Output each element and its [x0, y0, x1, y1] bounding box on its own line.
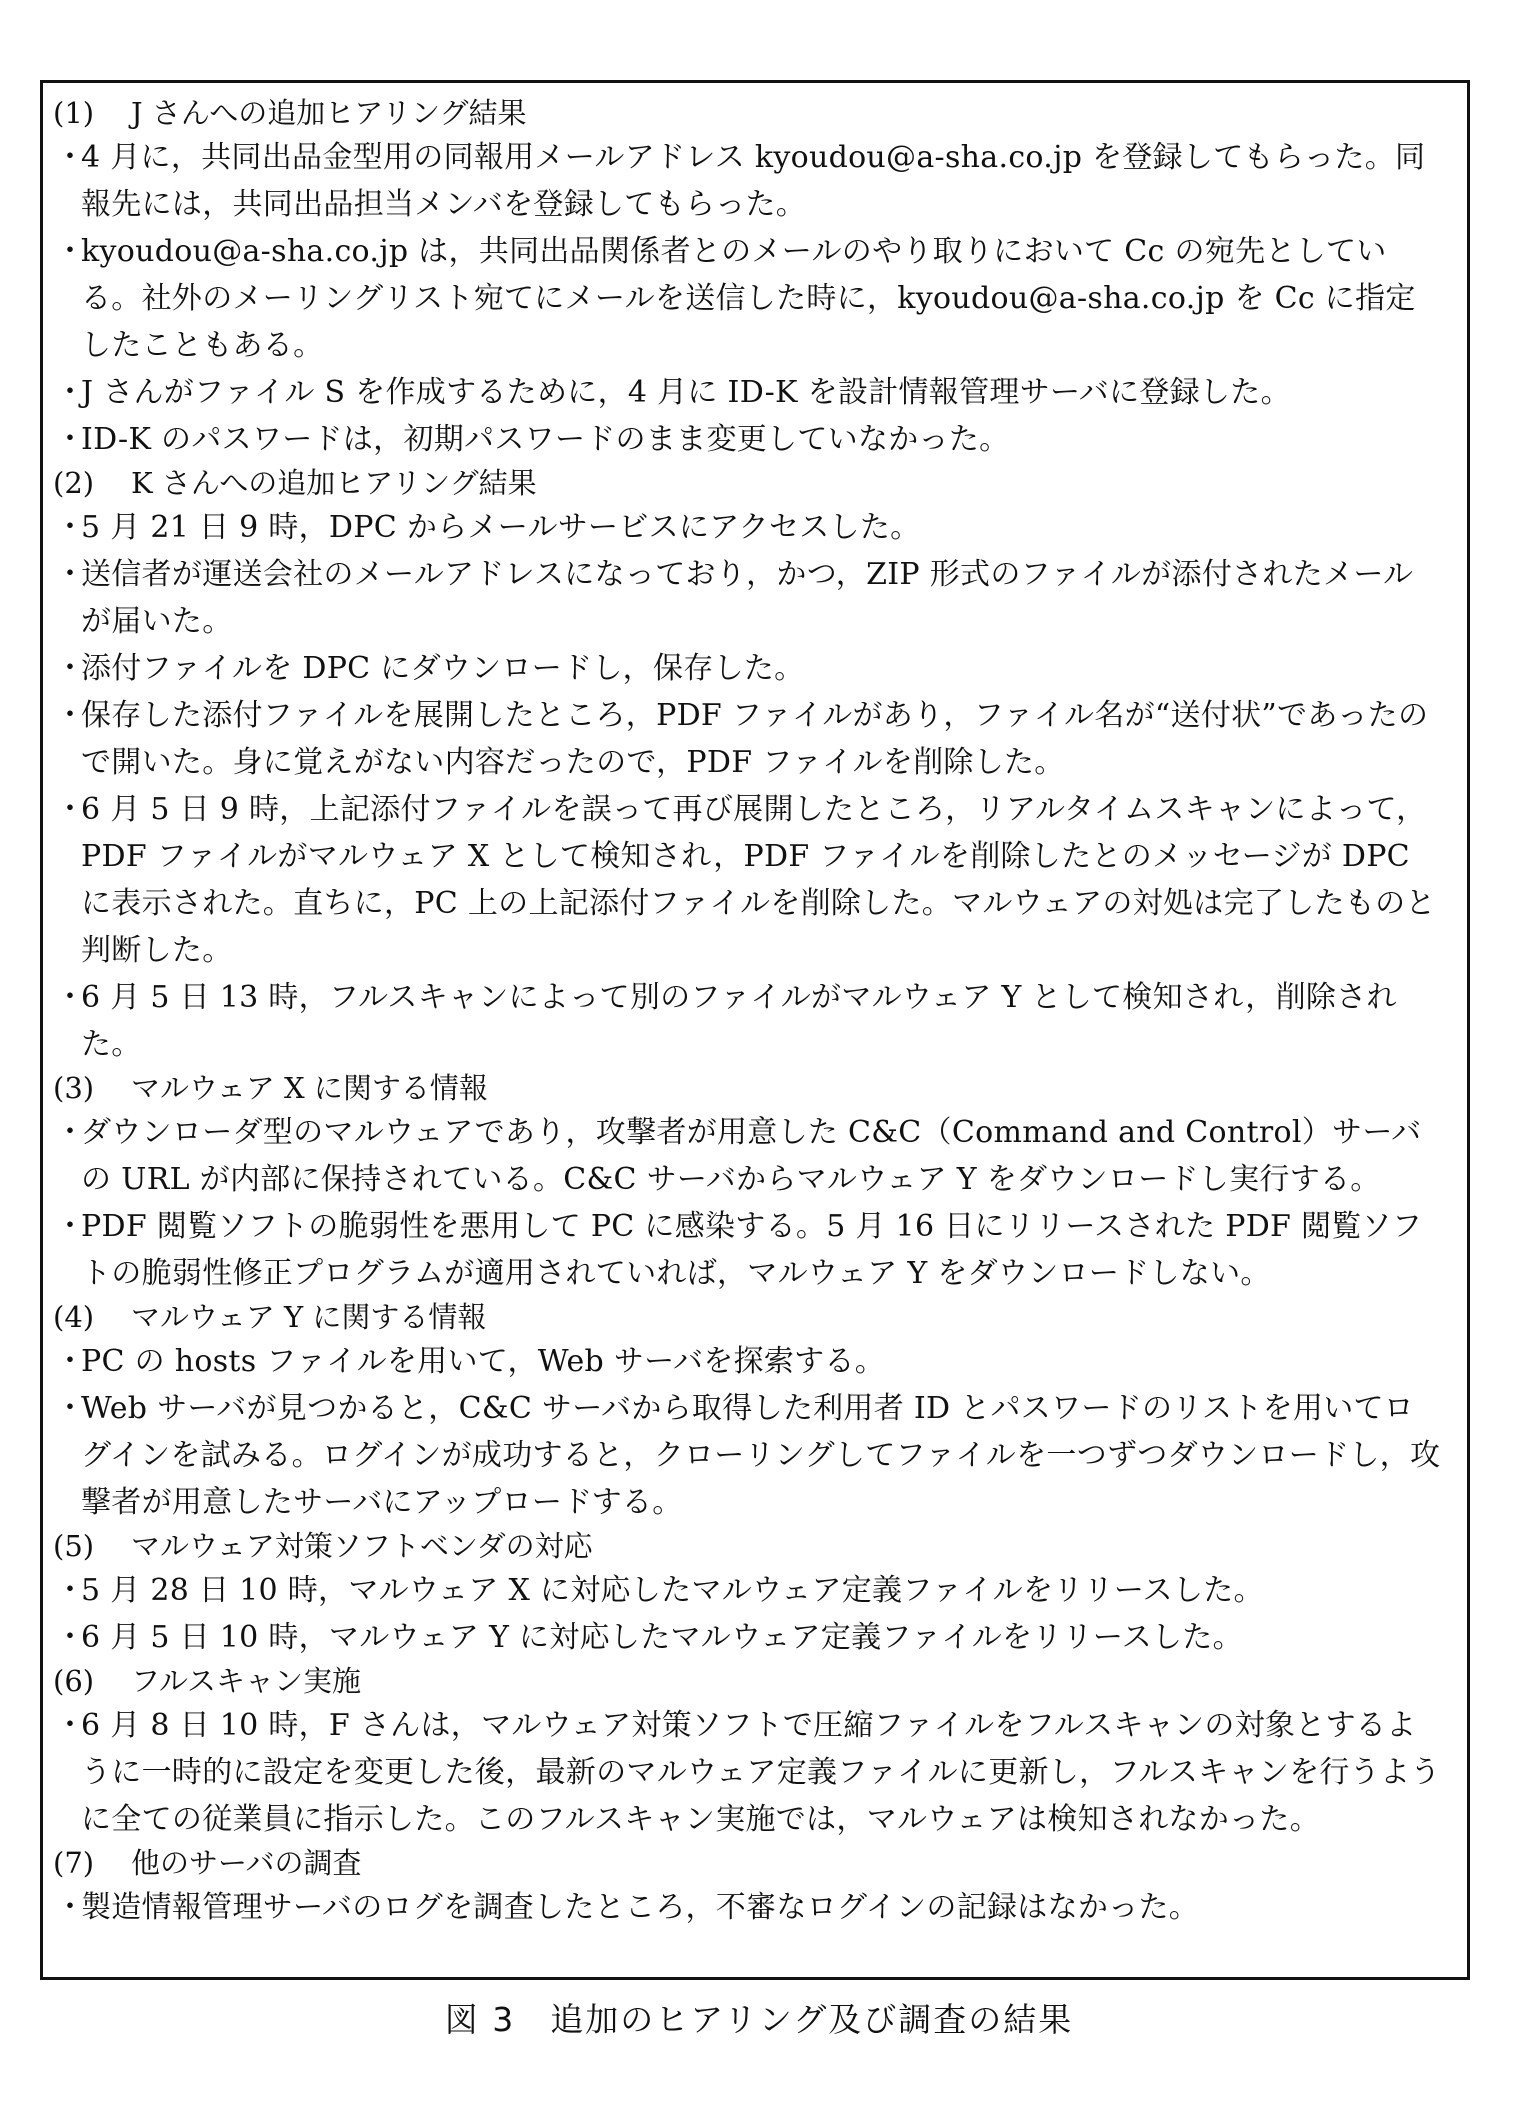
list-item — [53, 1614, 1441, 1661]
bullet-icon: ・ — [55, 1344, 86, 1379]
list-item — [53, 504, 1441, 551]
list-item — [53, 974, 1441, 1068]
list-item — [53, 786, 1441, 974]
bullet-icon: ・ — [55, 557, 86, 592]
section-heading — [53, 463, 1441, 504]
bullet-icon: ・ — [55, 140, 86, 175]
section-heading — [53, 1526, 1441, 1567]
item-text: 6 月 5 日 13 時，フルスキャンによって別のファイルがマルウェア Y として検知され，削除された。 — [81, 980, 1397, 1062]
section-title: J さんへの追加ヒアリング結果 — [131, 96, 527, 130]
bullet-icon: ・ — [55, 234, 86, 269]
section-6 — [53, 1661, 1441, 1843]
list-item — [53, 1884, 1441, 1931]
list-item — [53, 1203, 1441, 1297]
bullet-icon: ・ — [55, 510, 86, 545]
list-item — [53, 551, 1441, 645]
item-text: 6 月 5 日 10 時，マルウェア Y に対応したマルウェア定義ファイルをリリースした。 — [81, 1620, 1243, 1655]
item-text: 6 月 5 日 9 時，上記添付ファイルを誤って再び展開したところ，リアルタイムスキャンによって，PDF ファイルがマルウェア X として検知され，PDF ファイルを削除したとのメッセージが DPC に表示された。直ちに，PC 上の上記添付ファイルを削除した。マルウェアの対処は完了したものと判断した。 — [81, 792, 1436, 968]
bullet-icon: ・ — [55, 792, 86, 827]
list-item — [53, 228, 1441, 369]
bullet-icon: ・ — [55, 980, 86, 1015]
list-item — [53, 692, 1441, 786]
item-text: 6 月 8 日 10 時，F さんは，マルウェア対策ソフトで圧縮ファイルをフルスキャンの対象とするように一時的に設定を変更した後，最新のマルウェア定義ファイルに更新し，フルスキャンを行うように全ての従業員に指示した。このフルスキャン実施では，マルウェアは検知されなかった。 — [81, 1708, 1441, 1837]
section-title: フルスキャン実施 — [131, 1664, 361, 1698]
item-text: PDF 閲覧ソフトの脆弱性を悪用して PC に感染する。5 月 16 日にリリースされた PDF 閲覧ソフトの脆弱性修正プログラムが適用されていれば，マルウェア Y をダウンロードしない。 — [81, 1209, 1423, 1291]
list-item — [53, 1567, 1441, 1614]
item-text: 送信者が運送会社のメールアドレスになっており，かつ，ZIP 形式のファイルが添付されたメールが届いた。 — [81, 557, 1414, 639]
bullet-icon: ・ — [55, 1708, 86, 1743]
list-item — [53, 1109, 1441, 1203]
item-text: 5 月 21 日 9 時，DPC からメールサービスにアクセスした。 — [81, 510, 921, 545]
figure-caption: 図 3 追加のヒアリング及び調査の結果 — [444, 2000, 1074, 2039]
list-item — [53, 1385, 1441, 1526]
section-number: (2) — [53, 466, 95, 500]
section-heading — [53, 1068, 1441, 1109]
list-item — [53, 645, 1441, 692]
section-4 — [53, 1297, 1441, 1526]
section-number: (6) — [53, 1664, 95, 1698]
section-number: (3) — [53, 1071, 95, 1105]
item-text: 保存した添付ファイルを展開したところ，PDF ファイルがあり，ファイル名が“送付状”であったので開いた。身に覚えがない内容だったので，PDF ファイルを削除した。 — [81, 698, 1429, 780]
item-text: kyoudou@a-sha.co.jp は，共同出品関係者とのメールのやり取りにおいて Cc の宛先としている。社外のメーリングリスト宛てにメールを送信した時に，kyoudou@a-sha.co.jp を Cc に指定したこともある。 — [81, 234, 1416, 363]
section-5 — [53, 1526, 1441, 1661]
figure-box — [40, 80, 1470, 1980]
item-text: 5 月 28 日 10 時，マルウェア X に対応したマルウェア定義ファイルをリリースした。 — [81, 1573, 1264, 1608]
bullet-icon: ・ — [55, 1115, 86, 1150]
item-text: PC の hosts ファイルを用いて，Web サーバを探索する。 — [81, 1344, 886, 1379]
section-title: マルウェア Y に関する情報 — [131, 1300, 487, 1334]
section-number: (5) — [53, 1529, 95, 1563]
section-number: (1) — [53, 96, 95, 130]
section-heading — [53, 93, 1441, 134]
section-3 — [53, 1068, 1441, 1297]
bullet-icon: ・ — [55, 375, 86, 410]
section-heading — [53, 1297, 1441, 1338]
bullet-icon: ・ — [55, 651, 86, 686]
section-title: マルウェア X に関する情報 — [131, 1071, 488, 1105]
bullet-icon: ・ — [55, 1391, 86, 1426]
section-title: マルウェア対策ソフトベンダの対応 — [131, 1529, 593, 1563]
section-heading — [53, 1843, 1441, 1884]
section-heading — [53, 1661, 1441, 1702]
section-2 — [53, 463, 1441, 1068]
list-item — [53, 1702, 1441, 1843]
bullet-icon: ・ — [55, 1890, 86, 1925]
item-text: 4 月に，共同出品金型用の同報用メールアドレス kyoudou@a-sha.co.jp を登録してもらった。同報先には，共同出品担当メンバを登録してもらった。 — [81, 140, 1426, 222]
section-title: K さんへの追加ヒアリング結果 — [131, 466, 537, 500]
section-number: (4) — [53, 1300, 95, 1334]
section-number: (7) — [53, 1846, 95, 1880]
list-item — [53, 1338, 1441, 1385]
section-7 — [53, 1843, 1441, 1931]
item-text: ID-K のパスワードは，初期パスワードのまま変更していなかった。 — [81, 422, 1010, 457]
section-1 — [53, 93, 1441, 463]
item-text: J さんがファイル S を作成するために，4 月に ID-K を設計情報管理サーバに登録した。 — [81, 375, 1291, 410]
item-text: 製造情報管理サーバのログを調査したところ，不審なログインの記録はなかった。 — [81, 1890, 1200, 1925]
list-item — [53, 134, 1441, 228]
bullet-icon: ・ — [55, 422, 86, 457]
list-item — [53, 416, 1441, 463]
bullet-icon: ・ — [55, 698, 86, 733]
bullet-icon: ・ — [55, 1620, 86, 1655]
bullet-icon: ・ — [55, 1573, 86, 1608]
item-text: 添付ファイルを DPC にダウンロードし，保存した。 — [81, 651, 805, 686]
item-text: Web サーバが見つかると，C&C サーバから取得した利用者 ID とパスワードのリストを用いてログインを試みる。ログインが成功すると，クローリングしてファイルを一つずつダウンロードし，攻撃者が用意したサーバにアップロードする。 — [81, 1391, 1441, 1520]
item-text: ダウンローダ型のマルウェアであり，攻撃者が用意した C&C（Command and Control）サーバの URL が内部に保持されている。C&C サーバからマルウェア Y をダウンロードし実行する。 — [81, 1115, 1422, 1197]
list-item — [53, 369, 1441, 416]
bullet-icon: ・ — [55, 1209, 86, 1244]
section-title: 他のサーバの調査 — [131, 1846, 362, 1880]
